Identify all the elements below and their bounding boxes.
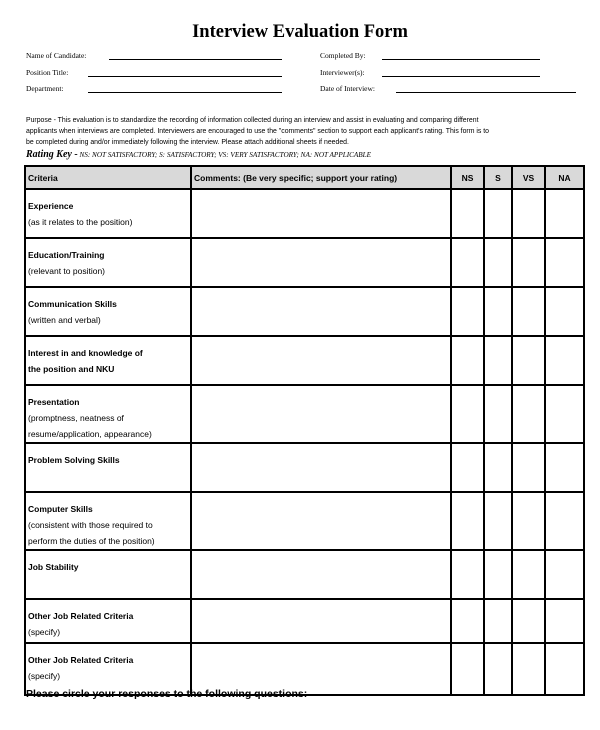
vs-rating-cell[interactable] xyxy=(512,492,545,550)
criteria-cell xyxy=(25,189,191,238)
comments-cell[interactable] xyxy=(191,189,451,238)
vs-header: VS xyxy=(512,166,545,189)
rating-key-text: NS: NOT SATISFACTORY; S: SATISFACTORY; VS: VERY SATISFACTORY; NA: NOT APPLICABLE xyxy=(79,151,372,159)
ns-rating-cell[interactable] xyxy=(451,385,484,443)
vs-rating-cell[interactable] xyxy=(512,238,545,287)
comments-cell[interactable] xyxy=(191,336,451,385)
criteria-description: perform the duties of the position) xyxy=(28,536,155,546)
criteria-description: (promptness, neatness of xyxy=(28,413,124,423)
na-rating-cell[interactable] xyxy=(545,443,584,492)
form-title: Interview Evaluation Form xyxy=(192,22,408,42)
criteria-name: Computer Skills xyxy=(28,504,93,514)
date-line[interactable] xyxy=(396,92,576,93)
s-header: S xyxy=(484,166,512,189)
s-rating-cell[interactable] xyxy=(484,238,512,287)
ns-rating-cell[interactable] xyxy=(451,189,484,238)
purpose-line-3: be completed during and/or immediately following the interview. Please attach additional sheets if needed. xyxy=(26,139,349,146)
rating-key-label: Rating Key - xyxy=(26,149,78,160)
criteria-name: Presentation xyxy=(28,397,80,407)
na-rating-cell[interactable] xyxy=(545,189,584,238)
completed-by-line[interactable] xyxy=(382,59,540,60)
na-rating-cell[interactable] xyxy=(545,550,584,599)
department-line[interactable] xyxy=(88,92,282,93)
rating-key xyxy=(26,149,371,160)
department-label: Department: xyxy=(26,84,64,93)
s-rating-cell[interactable] xyxy=(484,336,512,385)
table-row xyxy=(25,238,584,287)
s-rating-cell[interactable] xyxy=(484,385,512,443)
criteria-cell xyxy=(25,287,191,336)
na-rating-cell[interactable] xyxy=(545,385,584,443)
ns-rating-cell[interactable] xyxy=(451,287,484,336)
ns-header: NS xyxy=(451,166,484,189)
criteria-name: Education/Training xyxy=(28,250,105,260)
purpose-paragraph xyxy=(26,115,581,148)
comments-cell[interactable] xyxy=(191,492,451,550)
ns-rating-cell[interactable] xyxy=(451,238,484,287)
s-rating-cell[interactable] xyxy=(484,189,512,238)
criteria-description: (relevant to position) xyxy=(28,266,106,276)
vs-rating-cell[interactable] xyxy=(512,643,545,695)
na-rating-cell[interactable] xyxy=(545,336,584,385)
criteria-cell xyxy=(25,492,191,550)
position-line[interactable] xyxy=(88,76,282,77)
table-row xyxy=(25,599,584,643)
table-row xyxy=(25,443,584,492)
completed-by-field[interactable] xyxy=(320,51,366,60)
na-rating-cell[interactable] xyxy=(545,238,584,287)
ns-rating-cell[interactable] xyxy=(451,443,484,492)
s-rating-cell[interactable] xyxy=(484,599,512,643)
criteria-description: (consistent with those required to xyxy=(28,520,153,530)
ns-rating-cell[interactable] xyxy=(451,599,484,643)
purpose-line-2: applicants when interviews are completed. Interviewers are encouraged to use the "comments" section to support each applicant's rating. This form is to xyxy=(26,128,490,135)
criteria-cell xyxy=(25,385,191,443)
evaluation-table xyxy=(24,165,585,696)
s-rating-cell[interactable] xyxy=(484,492,512,550)
ns-rating-cell[interactable] xyxy=(451,643,484,695)
criteria-description: (specify) xyxy=(28,627,61,637)
na-rating-cell[interactable] xyxy=(545,599,584,643)
completed-by-label: Completed By: xyxy=(320,51,366,60)
table-row xyxy=(25,385,584,443)
criteria-description: resume/application, appearance) xyxy=(28,429,152,439)
comments-cell[interactable] xyxy=(191,238,451,287)
s-rating-cell[interactable] xyxy=(484,643,512,695)
position-field[interactable] xyxy=(26,68,68,77)
s-rating-cell[interactable] xyxy=(484,287,512,336)
criteria-description: (specify) xyxy=(28,671,61,681)
table-row xyxy=(25,189,584,238)
vs-rating-cell[interactable] xyxy=(512,443,545,492)
vs-rating-cell[interactable] xyxy=(512,599,545,643)
na-rating-cell[interactable] xyxy=(545,287,584,336)
department-field[interactable] xyxy=(26,84,64,93)
ns-rating-cell[interactable] xyxy=(451,550,484,599)
table-row xyxy=(25,550,584,599)
vs-rating-cell[interactable] xyxy=(512,189,545,238)
date-field[interactable] xyxy=(320,84,375,93)
table-row xyxy=(25,336,584,385)
comments-cell[interactable] xyxy=(191,443,451,492)
criteria-name: Communication Skills xyxy=(28,299,117,309)
criteria-description: (written and verbal) xyxy=(28,315,101,325)
na-rating-cell[interactable] xyxy=(545,643,584,695)
vs-rating-cell[interactable] xyxy=(512,336,545,385)
criteria-name: Other Job Related Criteria xyxy=(28,655,134,665)
position-label: Position Title: xyxy=(26,68,69,77)
criteria-name: Other Job Related Criteria xyxy=(28,611,134,621)
s-rating-cell[interactable] xyxy=(484,443,512,492)
na-rating-cell[interactable] xyxy=(545,492,584,550)
criteria-description: (as it relates to the position) xyxy=(28,217,133,227)
comments-cell[interactable] xyxy=(191,550,451,599)
criteria-cell xyxy=(25,336,191,385)
date-label: Date of Interview: xyxy=(320,84,375,93)
comments-cell[interactable] xyxy=(191,287,451,336)
comments-cell[interactable] xyxy=(191,599,451,643)
criteria-header: Criteria xyxy=(25,166,191,189)
interviewers-label: Interviewer(s): xyxy=(320,68,365,77)
criteria-cell xyxy=(25,599,191,643)
criteria-name-continued: the position and NKU xyxy=(28,364,115,374)
candidate-label: Name of Candidate: xyxy=(26,51,87,60)
criteria-cell xyxy=(25,443,191,492)
interviewers-line[interactable] xyxy=(382,76,540,77)
candidate-field[interactable] xyxy=(26,51,86,60)
table-header-row xyxy=(25,166,584,189)
vs-rating-cell[interactable] xyxy=(512,385,545,443)
criteria-name: Job Stability xyxy=(28,562,79,572)
candidate-line[interactable] xyxy=(109,59,282,60)
vs-rating-cell[interactable] xyxy=(512,550,545,599)
footer-instruction: Please circle your responses to the following questions: xyxy=(26,688,308,700)
ns-rating-cell[interactable] xyxy=(451,492,484,550)
ns-rating-cell[interactable] xyxy=(451,336,484,385)
s-rating-cell[interactable] xyxy=(484,550,512,599)
vs-rating-cell[interactable] xyxy=(512,287,545,336)
na-header: NA xyxy=(545,166,584,189)
interviewers-field[interactable] xyxy=(320,68,365,77)
purpose-line-1: Purpose - This evaluation is to standardize the recording of information collected during an interview and assist in evaluating and comparing different xyxy=(26,117,479,124)
criteria-name: Problem Solving Skills xyxy=(28,455,120,465)
criteria-cell xyxy=(25,238,191,287)
table-row xyxy=(25,492,584,550)
criteria-name: Experience xyxy=(28,201,74,211)
comments-header: Comments: (Be very specific; support your rating) xyxy=(191,166,451,189)
criteria-name: Interest in and knowledge of xyxy=(28,348,143,358)
criteria-cell xyxy=(25,550,191,599)
comments-cell[interactable] xyxy=(191,385,451,443)
table-row xyxy=(25,287,584,336)
